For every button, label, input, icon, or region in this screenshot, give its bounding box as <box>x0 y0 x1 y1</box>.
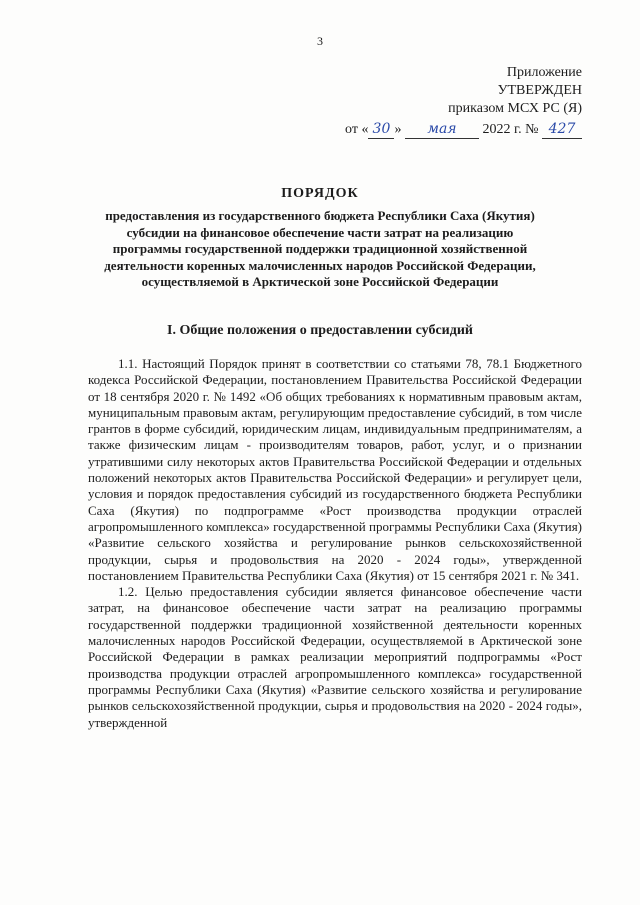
page-number: 3 <box>317 34 323 48</box>
document-title-block <box>100 186 540 290</box>
order-date-line <box>345 120 582 139</box>
order-label: приказом МСХ РС (Я) <box>448 101 582 116</box>
date-mid: » <box>394 122 402 137</box>
handwritten-month: мая <box>405 120 479 139</box>
paragraph-1-1: 1.1. Настоящий Порядок принят в соответствии со статьями 78, 78.1 Бюджетного кодекса Российской Федерации, постановлением Правительства Российской Федерации от 18 сентября 2020 г. № 1492 «Об общих требованиях к нормативным правовым актам, муниципальным правовым актам, регулирующим предоставление субсидий, в том числе грантов в форме субсидий, юридическим лицам, индивидуальным предпринимателям, а также физическим лицам - производителям товаров, работ, услуг, и о признании утратившими силу некоторых актов Правительства Российской Федерации и отдельных положений некоторых актов Правительства Российской Федерации» и регулирует цели, условия и порядок предоставления субсидий из государственного бюджета Республики Саха (Якутия) по подпрограмме «Рост производства продукции отраслей агропромышленного комплекса» государственной программы Республики Саха (Якутия) «Развитие сельского хозяйства и регулирование рынков сельскохозяйственной продукции, сырья и продовольствия на 2020 - 2024 годы», утвержденной постановлением Правительства Республики Саха (Якутия) от 15 сентября 2021 г. № 341. <box>88 356 582 583</box>
approved-label: УТВЕРЖДЕН <box>497 83 582 98</box>
year-text: 2022 г. № <box>482 122 539 137</box>
body-text <box>88 356 582 731</box>
handwritten-day: 30 <box>368 120 394 139</box>
appendix-label: Приложение <box>506 65 582 80</box>
document-title: ПОРЯДОК <box>281 186 359 201</box>
approval-stamp-block <box>345 64 582 139</box>
section-heading: I. Общие положения о предоставлении субсидий <box>167 323 473 338</box>
document-subtitle: предоставления из государственного бюджета Республики Саха (Якутия) субсидии на финансовое обеспечение части затрат на реализацию программы государственной поддержки традиционной хозяйственной деятельности коренных малочисленных народов Российской Федерации, осуществляемой в Арктической зоне Российской Федерации <box>104 208 536 290</box>
date-prefix: от « <box>345 122 369 137</box>
paragraph-1-2: 1.2. Целью предоставления субсидии является финансовое обеспечение части затрат, на финансовое обеспечение части затрат на реализацию программы государственной поддержки традиционной хозяйственной деятельности коренных малочисленных народов Российской Федерации, осуществляемой в Арктической зоне Российской Федерации в рамках реализации мероприятий подпрограммы «Рост производства продукции отраслей агропромышленного комплекса» государственной программы Республики Саха (Якутия) «Развитие сельского хозяйства и регулирование рынков сельскохозяйственной продукции, сырья и продовольствия на 2020 - 2024 годы», утвержденной <box>88 584 582 730</box>
handwritten-order-number: 427 <box>542 120 582 139</box>
